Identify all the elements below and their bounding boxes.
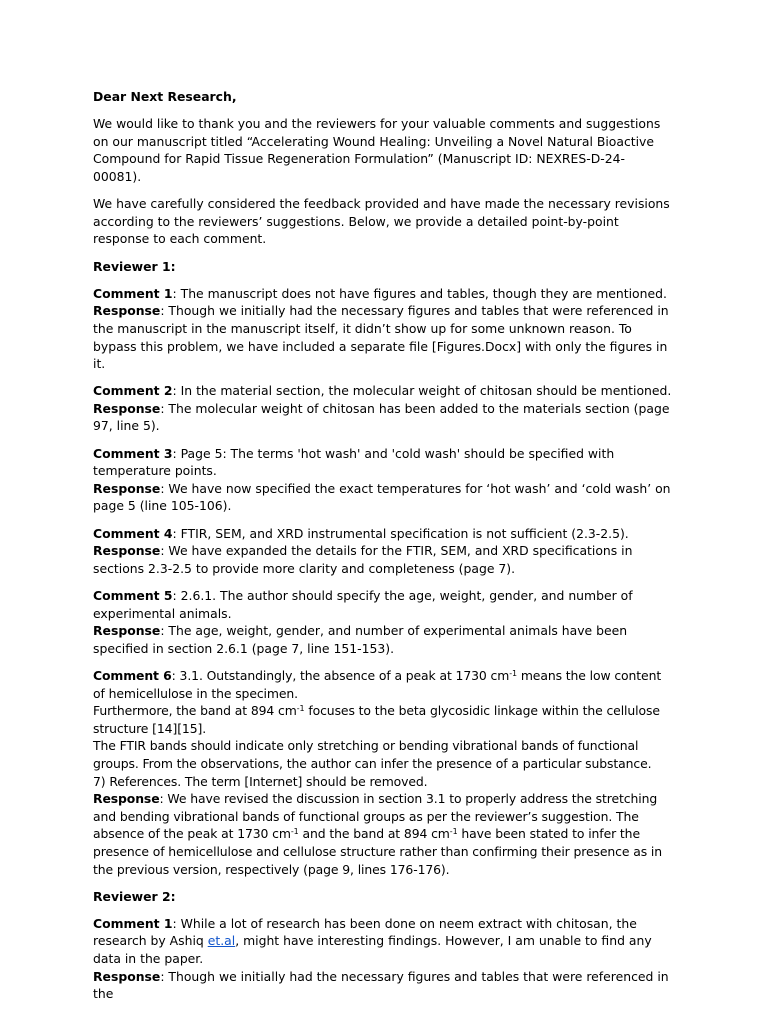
response-label: Response [93,303,161,319]
et-al-link[interactable]: et.al [207,933,236,949]
reviewer-1-comment-2-block [93,382,673,435]
response-text: have been stated to infer the presence of hemicellulose and cellulose structure rather than confirming their presence as in the previous version, respectively (page 9, lines 176-176). [93,826,662,877]
comment-text: focuses to the beta glycosidic linkage within the cellulose structure [14][15]. [93,703,660,736]
reviewer-1-comment-6-block [93,667,673,878]
comment-label: Comment 6 [93,667,172,683]
response-text: and the band at 894 cm [298,826,450,842]
comment-text: , might have interesting findings. However, I am unable to find any data in the paper. [93,933,652,967]
reviewer-2-heading: Reviewer 2: [93,888,176,904]
reviewer-1-comment-5-block [93,587,673,657]
reviewer-1-comment-3-block [93,445,673,515]
salutation: Dear Next Research, [93,89,237,104]
response-text: : The molecular weight of chitosan has been added to the materials section (page 97, line 5). [93,400,670,434]
comment-text: 7) References. The term [Internet] should be removed. [93,773,428,789]
response-label: Response [93,543,161,559]
reviewer-1-heading: Reviewer 1: [93,258,176,274]
comment-label: Comment 4 [93,525,173,541]
response-label: Response [93,623,161,639]
comment-label: Comment 1 [93,285,173,301]
superscript: -1 [290,827,299,837]
response-text: : We have revised the discussion in section 3.1 to properly address the stretching and bending vibrational bands of functional groups as per the reviewer’s suggestion. The absence of the peak at 1730 cm [93,791,658,842]
intro-paragraph-1: We would like to thank you and the reviewers for your valuable comments and suggestions on our manuscript titled “Accelerating Wound Healing: Unveiling a Novel Natural Bioactive Compound for Rapid Tissue Regeneration Formulation” (Manuscript ID: NEXRES-D-24-00081). [93,116,661,184]
response-text: : We have now specified the exact temperatures for ‘hot wash’ and ‘cold wash’ on page 5 (line 105-106). [93,480,671,514]
response-text: : Though we initially had the necessary figures and tables that were referenced in the manuscript in the manuscript itself, it didn’t show up for some unknown reason. To bypass this problem, we have included a separate file [Figures.Docx] with only the figures in it. [93,303,669,372]
comment-text: : FTIR, SEM, and XRD instrumental specification is not sufficient (2.3-2.5). [172,525,629,541]
reviewer-1-comment-1-block [93,285,673,373]
comment-text: means the low content of hemicellulose in the specimen. [93,667,662,701]
response-label: Response [93,400,161,416]
response-text: : Though we initially had the necessary figures and tables that were referenced in the [93,968,669,1002]
reviewer-2-comment-1-block [93,915,673,1003]
response-text: : The age, weight, gender, and number of experimental animals have been specified in section 2.6.1 (page 7, line 151-153). [93,623,628,656]
response-letter [93,88,673,1012]
comment-label: Comment 1 [93,915,173,931]
superscript: -1 [449,827,458,837]
comment-text: Furthermore, the band at 894 cm [93,703,297,719]
response-label: Response [93,480,161,496]
comment-text: The FTIR bands should indicate only stretching or bending vibrational bands of functional groups. From the observations, the author can infer the presence of a particular substance. [93,738,652,771]
superscript: -1 [296,704,305,714]
comment-text: : 2.6.1. The author should specify the age, weight, gender, and number of experimental animals. [93,588,633,621]
response-label: Response [93,968,161,984]
superscript: -1 [509,668,517,678]
intro-paragraph-2: We have carefully considered the feedback provided and have made the necessary revisions according to the reviewers’ suggestions. Below, we provide a detailed point-by-point response to each comment. [93,196,670,247]
comment-label: Comment 3 [93,445,173,461]
response-text: : We have expanded the details for the FTIR, SEM, and XRD specifications in sections 2.3-2.5 to provide more clarity and completeness (page 7). [93,543,633,576]
comment-label: Comment 2 [93,383,173,399]
comment-text: : Page 5: The terms 'hot wash' and 'cold wash' should be specified with temperature points. [93,445,615,479]
response-label: Response [93,791,160,807]
comment-text: : 3.1. Outstandingly, the absence of a peak at 1730 cm [171,667,510,683]
comment-text: : The manuscript does not have figures and tables, though they are mentioned. [172,285,667,301]
comment-label: Comment 5 [93,588,173,603]
comment-text: : While a lot of research has been done on neem extract with chitosan, the research by Ashiq [93,915,637,949]
comment-text: : In the material section, the molecular weight of chitosan should be mentioned. [172,383,672,399]
reviewer-1-comment-4-block [93,525,673,578]
